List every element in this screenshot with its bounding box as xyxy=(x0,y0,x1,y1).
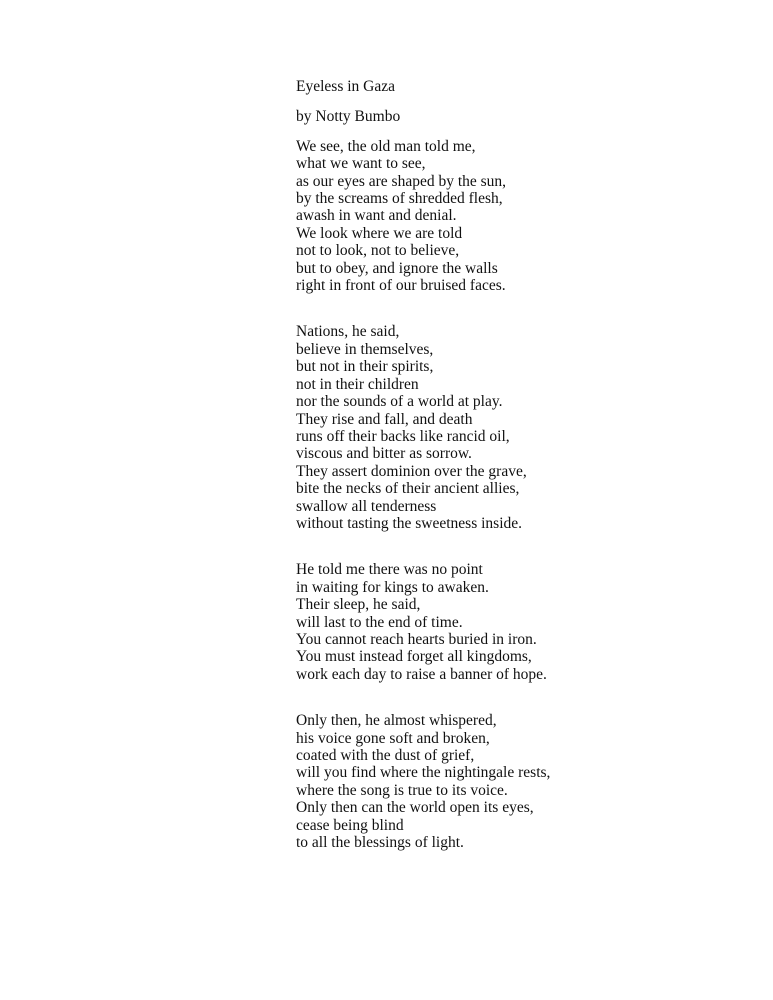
poem-line: believe in themselves, xyxy=(296,340,434,358)
poem-line: but not in their spirits, xyxy=(296,358,434,376)
poem xyxy=(296,78,736,851)
stanza-1 xyxy=(296,138,736,295)
poem-line: coated with the dust of grief, xyxy=(296,747,475,764)
poem-line: cease being blind xyxy=(296,816,404,834)
poem-line: Their sleep, he said, xyxy=(296,596,421,614)
poem-line: what we want to see, xyxy=(296,155,426,173)
poem-byline: by Notty Bumbo xyxy=(296,108,401,126)
poem-line: We see, the old man told me, xyxy=(296,137,476,155)
poem-body xyxy=(296,138,736,852)
stanza-4 xyxy=(296,712,736,851)
poem-line: Nations, he said, xyxy=(296,323,400,341)
poem-line: You cannot reach hearts buried in iron. xyxy=(296,630,537,648)
poem-title: Eyeless in Gaza xyxy=(296,78,395,95)
poem-line: work each day to raise a banner of hope. xyxy=(296,665,547,683)
poem-line: He told me there was no point xyxy=(296,561,483,579)
poem-line: They assert dominion over the grave, xyxy=(296,462,527,480)
poem-line: in waiting for kings to awaken. xyxy=(296,578,489,596)
poem-line: viscous and bitter as sorrow. xyxy=(296,445,472,463)
poem-line: awash in want and denial. xyxy=(296,207,457,225)
poem-line: swallow all tenderness xyxy=(296,497,437,515)
poem-line: to all the blessings of light. xyxy=(296,834,464,852)
poem-line: without tasting the sweetness inside. xyxy=(296,514,523,532)
poem-line: his voice gone soft and broken, xyxy=(296,729,490,747)
poem-line: not in their children xyxy=(296,375,419,393)
poem-line: not to look, not to believe, xyxy=(296,242,460,260)
poem-line: by the screams of shredded flesh, xyxy=(296,190,503,208)
poem-line: as our eyes are shaped by the sun, xyxy=(296,172,507,190)
poem-line: They rise and fall, and death xyxy=(296,410,473,428)
stanza-2 xyxy=(296,323,736,532)
poem-line: nor the sounds of a world at play. xyxy=(296,393,503,411)
stanza-3 xyxy=(296,561,736,683)
poem-line: You must instead forget all kingdoms, xyxy=(296,648,532,666)
poem-line: Only then, he almost whispered, xyxy=(296,712,497,730)
poem-line: Only then can the world open its eyes, xyxy=(296,799,534,817)
poem-line: where the song is true to its voice. xyxy=(296,781,508,799)
poem-line: bite the necks of their ancient allies, xyxy=(296,480,520,498)
poem-line: will last to the end of time. xyxy=(296,613,463,631)
poem-line: will you find where the nightingale rests, xyxy=(296,764,551,782)
poem-line: but to obey, and ignore the walls xyxy=(296,259,498,277)
poem-line: right in front of our bruised faces. xyxy=(296,277,506,295)
poem-line: runs off their backs like rancid oil, xyxy=(296,427,510,445)
poem-line: We look where we are told xyxy=(296,224,463,242)
